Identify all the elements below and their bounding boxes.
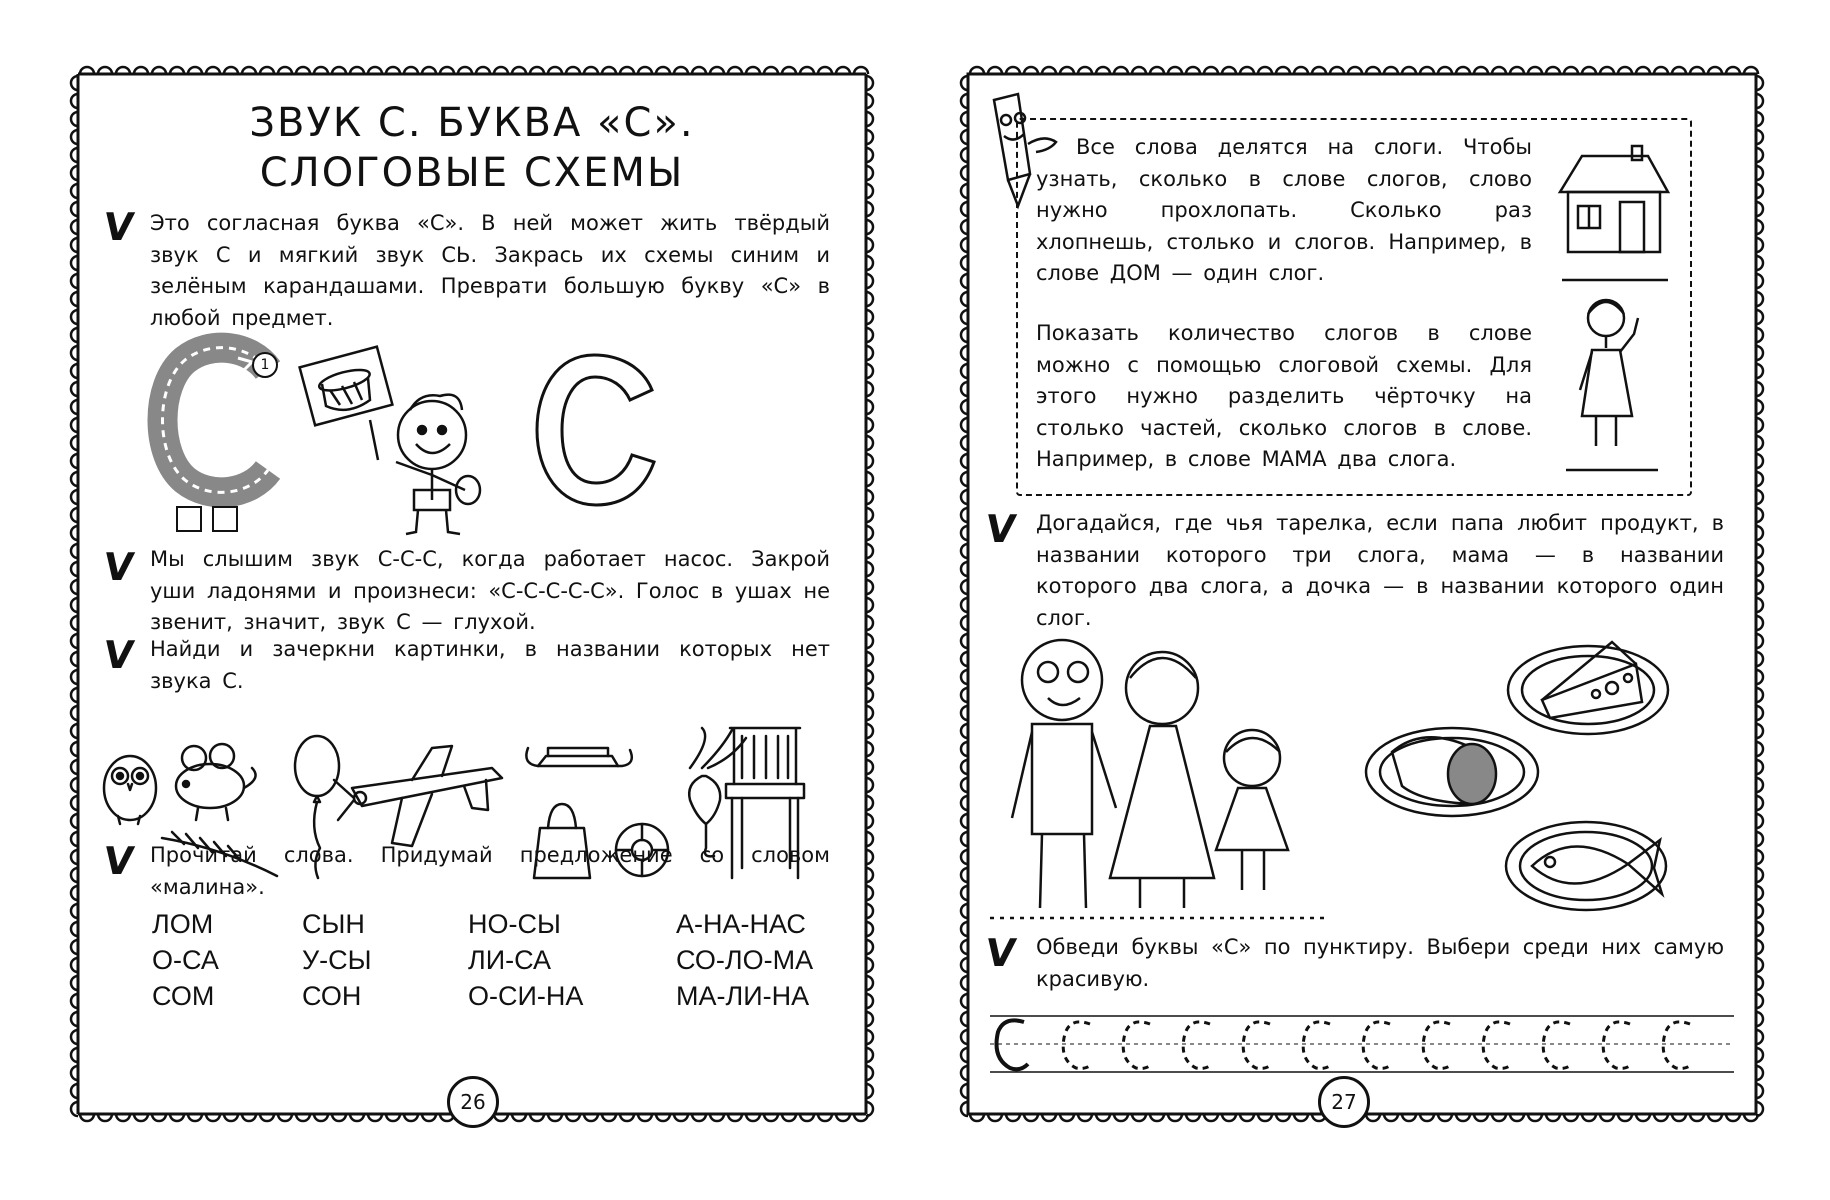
word: О-СИ-НА: [468, 981, 584, 1011]
word: ЛОМ: [152, 909, 214, 939]
word: О-СА: [152, 945, 219, 975]
word: СОМ: [152, 981, 215, 1011]
word: МА-ЛИ-НА: [676, 981, 810, 1011]
beet-icon: [689, 728, 746, 856]
fish-plate-icon: [1502, 808, 1672, 918]
trace-start-number: 1: [252, 352, 278, 378]
dotted-letter-c[interactable]: [1423, 1022, 1452, 1069]
info-text-1: Все слова делятся на слоги. Чтобы узнать, сколько в слове слогов, слово нужно прохлопать. Сколько раз хлопнешь, столько и слогов. Например, в слове ДОМ — один слог.: [1036, 135, 1532, 285]
owl-icon: [104, 756, 156, 824]
dotted-letter-c[interactable]: [1063, 1022, 1092, 1069]
word: У-СЫ: [302, 945, 372, 975]
boy-drum-sign-icon: [300, 350, 500, 540]
dotted-letter-c[interactable]: [1603, 1022, 1632, 1069]
word-column-4: [676, 906, 813, 1014]
mouse-icon: [176, 744, 256, 820]
sled-icon: [526, 748, 631, 766]
dotted-letter-c[interactable]: [1183, 1022, 1212, 1069]
word-column-2: [302, 906, 372, 1014]
word: ЛИ-СА: [468, 945, 552, 975]
task-1-text: Это согласная буква «С». В ней может жить твёрдый звук С и мягкий звук СЬ. Закрась их схемы синим и зелёным карандашами. Преврати большую букву «С» в любой предмет.: [150, 211, 830, 330]
big-letter-c-outline: [532, 350, 662, 510]
word-column-1: [152, 906, 219, 1014]
task-2-text: Обведи буквы «С» по пунктиру. Выбери среди них самую красивую.: [1036, 935, 1724, 991]
check-mark: V: [100, 839, 137, 883]
mom-icon: [1562, 294, 1662, 474]
title-line-1: ЗВУК С. БУКВА «С».: [249, 100, 695, 146]
word: СО-ЛО-МА: [676, 945, 814, 975]
title-line-2: СЛОГОВЫЕ СХЕМЫ: [259, 150, 685, 196]
task-3-text: Найди и зачеркни картинки, в названии которых нет звука С.: [150, 637, 830, 693]
sound-scheme-box-2: [212, 506, 238, 532]
word-column-3: [468, 906, 583, 1014]
info-text-2: Показать количество слогов в слове можно с помощью слоговой схемы. Для этого нужно разделить чёрточку на столько частей, сколько слогов в слове. Например, в слове МАМА два слога.: [1036, 321, 1532, 471]
left-page: [72, 68, 872, 1120]
page-number: 27: [1318, 1076, 1370, 1128]
task-1-text: Догадайся, где чья тарелка, если папа любит продукт, в названии которого три слога, мама — в названии которого два слога, а дочка — в названии которого один слог.: [1036, 511, 1724, 630]
dotted-letter-c[interactable]: [1483, 1022, 1512, 1069]
check-mark: V: [100, 205, 137, 249]
task-4-text: Прочитай слова. Придумай предложение со словом «малина».: [150, 843, 830, 899]
word: СЫН: [302, 909, 365, 939]
word: СОН: [302, 981, 362, 1011]
house-icon: [1556, 142, 1672, 282]
check-mark: V: [982, 931, 1019, 975]
dotted-letter-c[interactable]: [1303, 1022, 1332, 1069]
dotted-letter-c[interactable]: [1663, 1022, 1692, 1069]
task-2-text: Мы слышим звук С-С-С, когда работает насос. Закрой уши ладонями и произнеси: «С-С-С-С-С». Голос в ушах не звенит, значит, звук С — глухой.: [150, 547, 830, 634]
dotted-letter-c[interactable]: [1543, 1022, 1572, 1069]
family-icon: [990, 628, 1330, 928]
right-page: [962, 68, 1762, 1120]
page-title: [72, 98, 872, 198]
check-mark: V: [100, 633, 137, 677]
word: НО-СЫ: [468, 909, 561, 939]
word: А-НА-НАС: [676, 909, 806, 939]
dotted-letter-c[interactable]: [1363, 1022, 1392, 1069]
check-mark: V: [982, 507, 1019, 551]
sound-scheme-box-1: [176, 506, 202, 532]
check-mark: V: [100, 545, 137, 589]
dotted-letter-c[interactable]: [1243, 1022, 1272, 1069]
dotted-letter-c[interactable]: [1123, 1022, 1152, 1069]
airplane-icon: [334, 746, 502, 846]
page-number: 26: [447, 1076, 499, 1128]
tracing-row: [990, 1008, 1734, 1078]
